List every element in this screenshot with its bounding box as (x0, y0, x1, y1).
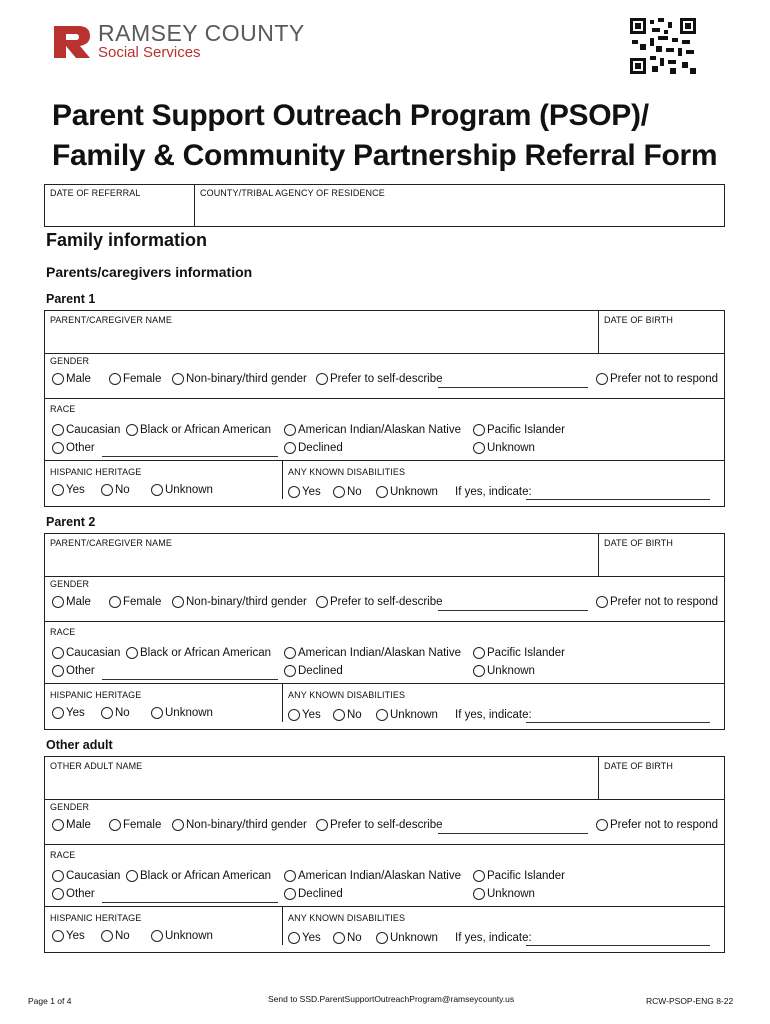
other-adult-race-black[interactable]: Black or African American (126, 870, 271, 882)
other-adult-gender-self-describe[interactable]: Prefer to self-describe (316, 819, 443, 831)
radio-button-icon[interactable] (333, 709, 345, 721)
send-to-email: Send to SSD.ParentSupportOutreachProgram@ramseycounty.us (268, 994, 515, 1004)
parent-1-hispanic-no[interactable]: No (101, 484, 130, 496)
parent-1-gender-female[interactable]: Female (109, 373, 161, 385)
other-adult-race-other[interactable]: Other (52, 888, 95, 900)
other-adult-heading: Other adult (46, 738, 113, 752)
radio-button-icon[interactable] (151, 484, 163, 496)
radio-button-icon[interactable] (288, 709, 300, 721)
parent-1-gender-nonbinary[interactable]: Non-binary/third gender (172, 373, 307, 385)
other-adult-hispanic-yes[interactable]: Yes (52, 930, 85, 942)
parents-info-subheading: Parents/caregivers information (46, 264, 253, 280)
ramsey-r-logo-icon (52, 24, 92, 60)
other-adult-hispanic-no[interactable]: No (101, 930, 130, 942)
other-adult-race-declined[interactable]: Declined (284, 888, 343, 900)
parent-1-race-other-field[interactable] (102, 456, 278, 457)
radio-button-icon[interactable] (52, 870, 64, 882)
other-adult-gender-nonbinary[interactable]: Non-binary/third gender (172, 819, 307, 831)
parent-1-if-yes-label: If yes, indicate: (455, 486, 532, 498)
date-of-referral-field[interactable] (46, 200, 192, 224)
parent-1-disability-no[interactable]: No (333, 486, 362, 498)
county-agency-field[interactable] (197, 200, 722, 224)
parent-2-gender-female[interactable]: Female (109, 596, 161, 608)
parent-1-disability-detail-field[interactable] (526, 499, 710, 500)
parent-2-race-pacific[interactable]: Pacific Islander (473, 647, 565, 659)
other-adult-race-other-field[interactable] (102, 902, 278, 903)
parent-2-self-describe-field[interactable] (438, 610, 588, 611)
parent-2-hispanic-unknown[interactable]: Unknown (151, 707, 213, 719)
other-adult-disability-unknown[interactable]: Unknown (376, 932, 438, 944)
radio-button-icon[interactable] (52, 819, 64, 831)
parent-2-hispanic-label: HISPANIC HERITAGE (50, 690, 142, 700)
radio-button-icon[interactable] (288, 932, 300, 944)
parent-1-race-caucasian[interactable]: Caucasian (52, 424, 120, 436)
radio-button-icon[interactable] (101, 484, 113, 496)
date-of-referral-label: DATE OF REFERRAL (50, 188, 141, 198)
radio-button-icon[interactable] (109, 373, 121, 385)
parent-2-gender-not-respond[interactable]: Prefer not to respond (596, 596, 718, 608)
radio-button-icon[interactable] (284, 870, 296, 882)
other-adult-name-field[interactable] (46, 772, 596, 797)
radio-button-icon[interactable] (596, 596, 608, 608)
radio-button-icon[interactable] (52, 888, 64, 900)
parent-1-hispanic-unknown[interactable]: Unknown (151, 484, 213, 496)
other-adult-gender-label: GENDER (50, 802, 90, 812)
radio-button-icon[interactable] (101, 930, 113, 942)
radio-button-icon[interactable] (316, 596, 328, 608)
other-adult-race-unknown[interactable]: Unknown (473, 888, 535, 900)
radio-button-icon[interactable] (284, 424, 296, 436)
parent-2-race-caucasian[interactable]: Caucasian (52, 647, 120, 659)
radio-button-icon[interactable] (172, 596, 184, 608)
other-adult-gender-not-respond[interactable]: Prefer not to respond (596, 819, 718, 831)
qr-code-icon (630, 18, 696, 74)
radio-button-icon[interactable] (52, 484, 64, 496)
other-adult-dob-field[interactable] (600, 772, 723, 797)
other-adult-race-pacific[interactable]: Pacific Islander (473, 870, 565, 882)
parent-1-disabilities-label: ANY KNOWN DISABILITIES (288, 467, 406, 477)
radio-button-icon[interactable] (126, 424, 138, 436)
parent-2-race-declined[interactable]: Declined (284, 665, 343, 677)
parent-1-self-describe-field[interactable] (438, 387, 588, 388)
parent-1-disability-yes[interactable]: Yes (288, 486, 321, 498)
radio-button-icon[interactable] (52, 424, 64, 436)
parent-2-name-field[interactable] (46, 549, 596, 574)
other-adult-self-describe-field[interactable] (438, 833, 588, 834)
page-number: Page 1 of 4 (28, 996, 72, 1006)
parent-1-hispanic-yes[interactable]: Yes (52, 484, 85, 496)
parent-2-disability-unknown[interactable]: Unknown (376, 709, 438, 721)
radio-button-icon[interactable] (596, 819, 608, 831)
radio-button-icon[interactable] (316, 373, 328, 385)
family-info-heading: Family information (46, 230, 208, 250)
radio-button-icon[interactable] (288, 486, 300, 498)
form-code: RCW-PSOP-ENG 8-22 (646, 996, 734, 1006)
parent-1-race-other[interactable]: Other (52, 442, 95, 454)
parent-1-gender-self-describe[interactable]: Prefer to self-describe (316, 373, 443, 385)
radio-button-icon[interactable] (52, 373, 64, 385)
other-adult-disability-yes[interactable]: Yes (288, 932, 321, 944)
parent-2-disability-detail-field[interactable] (526, 722, 710, 723)
parent-1-dob-field[interactable] (600, 326, 723, 351)
parent-1-race-unknown[interactable]: Unknown (473, 442, 535, 454)
county-agency-label: COUNTY/TRIBAL AGENCY OF RESIDENCE (200, 188, 385, 198)
other-adult-dob-label: DATE OF BIRTH (604, 761, 673, 771)
radio-button-icon[interactable] (473, 442, 485, 454)
radio-button-icon[interactable] (333, 486, 345, 498)
parent-2-hispanic-yes[interactable]: Yes (52, 707, 85, 719)
parent-2-dob-field[interactable] (600, 549, 723, 574)
radio-button-icon[interactable] (473, 647, 485, 659)
parent-2-disability-yes[interactable]: Yes (288, 709, 321, 721)
other-adult-disability-no[interactable]: No (333, 932, 362, 944)
parent-2-race-native[interactable]: American Indian/Alaskan Native (284, 647, 461, 659)
radio-button-icon[interactable] (376, 932, 388, 944)
radio-button-icon[interactable] (52, 596, 64, 608)
parent-2-gender-male[interactable]: Male (52, 596, 91, 608)
parent-2-if-yes-label: If yes, indicate: (455, 709, 532, 721)
radio-button-icon[interactable] (52, 442, 64, 454)
radio-button-icon[interactable] (126, 870, 138, 882)
parent-1-name-field[interactable] (46, 326, 596, 351)
parent-2-name-label: PARENT/CAREGIVER NAME (50, 538, 172, 548)
radio-button-icon[interactable] (284, 647, 296, 659)
parent-1-gender-male[interactable]: Male (52, 373, 91, 385)
parent-2-race-black[interactable]: Black or African American (126, 647, 271, 659)
radio-button-icon[interactable] (473, 424, 485, 436)
radio-button-icon[interactable] (109, 596, 121, 608)
other-adult-name-label: OTHER ADULT NAME (50, 761, 143, 771)
parent-2-gender-label: GENDER (50, 579, 90, 589)
radio-button-icon[interactable] (376, 486, 388, 498)
other-adult-race-label: RACE (50, 850, 76, 860)
radio-button-icon[interactable] (151, 707, 163, 719)
radio-button-icon[interactable] (333, 932, 345, 944)
other-adult-race-native[interactable]: American Indian/Alaskan Native (284, 870, 461, 882)
parent-1-gender-label: GENDER (50, 356, 90, 366)
parent-2-heading: Parent 2 (46, 515, 96, 529)
org-name: RAMSEY COUNTY (98, 20, 305, 46)
other-adult-if-yes-label: If yes, indicate: (455, 932, 532, 944)
other-adult-race-caucasian[interactable]: Caucasian (52, 870, 120, 882)
parent-1-hispanic-label: HISPANIC HERITAGE (50, 467, 142, 477)
parent-2-gender-self-describe[interactable]: Prefer to self-describe (316, 596, 443, 608)
radio-button-icon[interactable] (126, 647, 138, 659)
radio-button-icon[interactable] (284, 888, 296, 900)
parent-1-race-pacific[interactable]: Pacific Islander (473, 424, 565, 436)
other-adult-disabilities-label: ANY KNOWN DISABILITIES (288, 913, 406, 923)
radio-button-icon[interactable] (109, 819, 121, 831)
radio-button-icon[interactable] (473, 665, 485, 677)
radio-button-icon[interactable] (316, 819, 328, 831)
parent-2-disabilities-label: ANY KNOWN DISABILITIES (288, 690, 406, 700)
form-title: Parent Support Outreach Program (PSOP)/ Family & Community Partnership Referral Form (52, 99, 718, 172)
other-adult-gender-female[interactable]: Female (109, 819, 161, 831)
parent-1-name-label: PARENT/CAREGIVER NAME (50, 315, 172, 325)
parent-2-gender-nonbinary[interactable]: Non-binary/third gender (172, 596, 307, 608)
parent-1-race-label: RACE (50, 404, 76, 414)
radio-button-icon[interactable] (52, 930, 64, 942)
radio-button-icon[interactable] (52, 665, 64, 677)
other-adult-hispanic-label: HISPANIC HERITAGE (50, 913, 142, 923)
parent-1-race-declined[interactable]: Declined (284, 442, 343, 454)
radio-button-icon[interactable] (172, 819, 184, 831)
radio-button-icon[interactable] (376, 709, 388, 721)
parent-2-hispanic-no[interactable]: No (101, 707, 130, 719)
radio-button-icon[interactable] (284, 665, 296, 677)
other-adult-gender-male[interactable]: Male (52, 819, 91, 831)
parent-1-gender-not-respond[interactable]: Prefer not to respond (596, 373, 718, 385)
radio-button-icon[interactable] (172, 373, 184, 385)
parent-2-race-other[interactable]: Other (52, 665, 95, 677)
parent-1-disability-unknown[interactable]: Unknown (376, 486, 438, 498)
parent-1-race-black[interactable]: Black or African American (126, 424, 271, 436)
radio-button-icon[interactable] (473, 888, 485, 900)
radio-button-icon[interactable] (473, 870, 485, 882)
radio-button-icon[interactable] (52, 647, 64, 659)
radio-button-icon[interactable] (52, 707, 64, 719)
parent-2-race-unknown[interactable]: Unknown (473, 665, 535, 677)
parent-1-heading: Parent 1 (46, 292, 96, 306)
radio-button-icon[interactable] (151, 930, 163, 942)
other-adult-disability-detail-field[interactable] (526, 945, 710, 946)
radio-button-icon[interactable] (284, 442, 296, 454)
parent-2-dob-label: DATE OF BIRTH (604, 538, 673, 548)
other-adult-hispanic-unknown[interactable]: Unknown (151, 930, 213, 942)
parent-2-disability-no[interactable]: No (333, 709, 362, 721)
radio-button-icon[interactable] (596, 373, 608, 385)
parent-2-race-other-field[interactable] (102, 679, 278, 680)
radio-button-icon[interactable] (101, 707, 113, 719)
parent-1-dob-label: DATE OF BIRTH (604, 315, 673, 325)
org-subname: Social Services (98, 44, 201, 61)
parent-2-race-label: RACE (50, 627, 76, 637)
parent-1-race-native[interactable]: American Indian/Alaskan Native (284, 424, 461, 436)
